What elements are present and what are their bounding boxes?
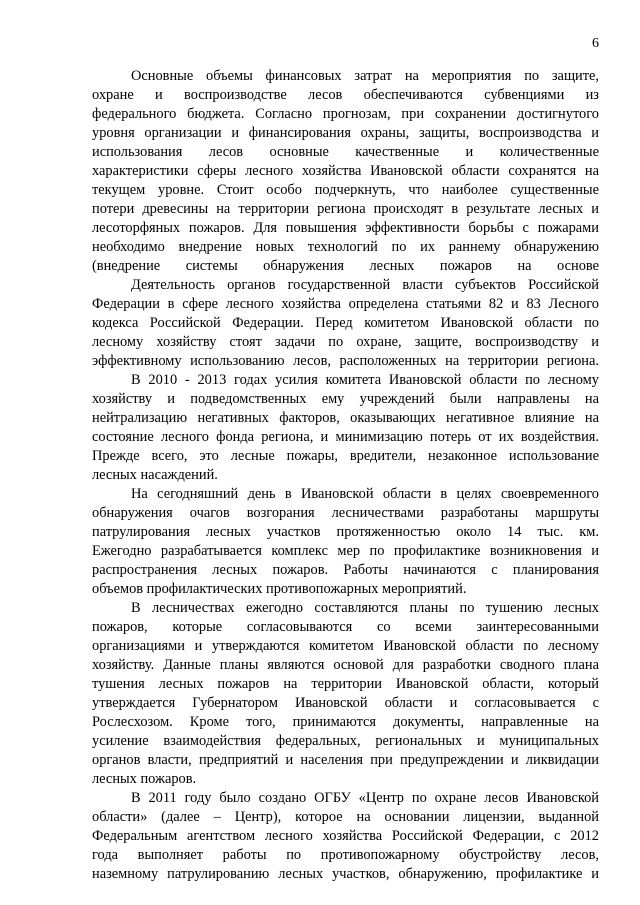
text-line: кодекса Российской Федерации. Перед комитетом Ивановской области по	[92, 315, 599, 331]
text-line: организациями и утверждаются комитетом Ивановской области по лесному	[92, 638, 599, 654]
page-number: 6	[592, 36, 599, 51]
text-line: федерального бюджета. Согласно прогнозам, при сохранении достигнутого	[92, 106, 599, 122]
text-line: патрулирования лесных участков протяженностью около 14 тыс. км.	[92, 524, 599, 540]
text-line: эффективному использованию лесов, расположенных на территории региона.	[92, 353, 599, 369]
text-line: охране и воспроизводстве лесов обеспечиваются субвенциями из	[92, 87, 599, 103]
text-line: Деятельность органов государственной власти субъектов Российской	[131, 277, 599, 293]
text-line: области» (далее – Центр), которое на основании лицензии, выданной	[92, 809, 599, 825]
text-line: характеристики сферы лесного хозяйства Ивановской области сохранятся на	[92, 163, 599, 179]
text-line: Рослесхозом. Кроме того, принимаются документы, направленные на	[92, 714, 599, 730]
text-line: текущем уровне. Стоит особо подчеркнуть, что наиболее существенные	[92, 182, 599, 198]
text-line: тушения лесных пожаров на территории Ивановской области, который	[92, 676, 599, 692]
text-line: усиление взаимодействия федеральных, региональных и муниципальных	[92, 733, 599, 749]
text-line: хозяйству и подведомственных ему учреждений были направлены на	[92, 391, 599, 407]
text-line: лесоторфяных пожаров. Для повышения эффективности борьбы с пожарами	[92, 220, 599, 236]
text-line: обнаружения очагов возгорания лесничествами разработаны маршруты	[92, 505, 599, 521]
text-line: уровня организации и финансирования охраны, защиты, воспроизводства и	[92, 125, 599, 141]
text-line: В лесничествах ежегодно составляются планы по тушению лесных	[131, 600, 599, 616]
text-line: Основные объемы финансовых затрат на мероприятия по защите,	[131, 68, 599, 84]
text-line: нейтрализацию негативных факторов, оказывающих негативное влияние на	[92, 410, 599, 426]
text-line: года выполняет работы по противопожарному обустройству лесов,	[92, 847, 599, 863]
text-line: В 2010 - 2013 годах усилия комитета Ивановской области по лесному	[131, 372, 599, 388]
text-line: потери древесины на территории региона происходят в результате лесных и	[92, 201, 599, 217]
text-line: объемов профилактических противопожарных мероприятий.	[92, 581, 467, 597]
text-line: В 2011 году было создано ОГБУ «Центр по охране лесов Ивановской	[131, 790, 599, 806]
text-line: пожаров, которые согласовываются со всеми заинтересованными	[92, 619, 599, 635]
text-line: хозяйству. Данные планы являются основой для разработки сводного плана	[92, 657, 599, 673]
text-line: Федеральным агентством лесного хозяйства Российской Федерации, с 2012	[92, 828, 599, 844]
text-line: лесных насаждений.	[92, 467, 218, 483]
text-line: необходимо внедрение новых технологий по их раннему обнаружению	[92, 239, 599, 255]
text-line: Ежегодно разрабатывается комплекс мер по профилактике возникновения и	[92, 543, 599, 559]
text-line: На сегодняшний день в Ивановской области в целях своевременного	[131, 486, 599, 502]
text-line: (внедрение системы обнаружения лесных пожаров на основе	[92, 258, 599, 274]
text-line: органов власти, предприятий и населения при предупреждении и ликвидации	[92, 752, 599, 768]
text-line: распространения лесных пожаров. Работы начинаются с планирования	[92, 562, 599, 578]
text-line: утверждается Губернатором Ивановской области и согласовывается с	[92, 695, 599, 711]
text-line: лесных пожаров.	[92, 771, 197, 787]
text-line: Прежде всего, это лесные пожары, вредители, незаконное использование	[92, 448, 599, 464]
text-line: наземному патрулированию лесных участков, обнаружению, профилактике и	[92, 866, 599, 882]
text-line: лесному хозяйству стоят задачи по охране, защите, воспроизводству и	[92, 334, 599, 350]
text-line: Федерации в сфере лесного хозяйства определена статьями 82 и 83 Лесного	[92, 296, 599, 312]
text-line: состояние лесного фонда региона, и минимизацию потерь от их воздействия.	[92, 429, 599, 445]
text-line: использования лесов основные качественные и количественные	[92, 144, 599, 160]
